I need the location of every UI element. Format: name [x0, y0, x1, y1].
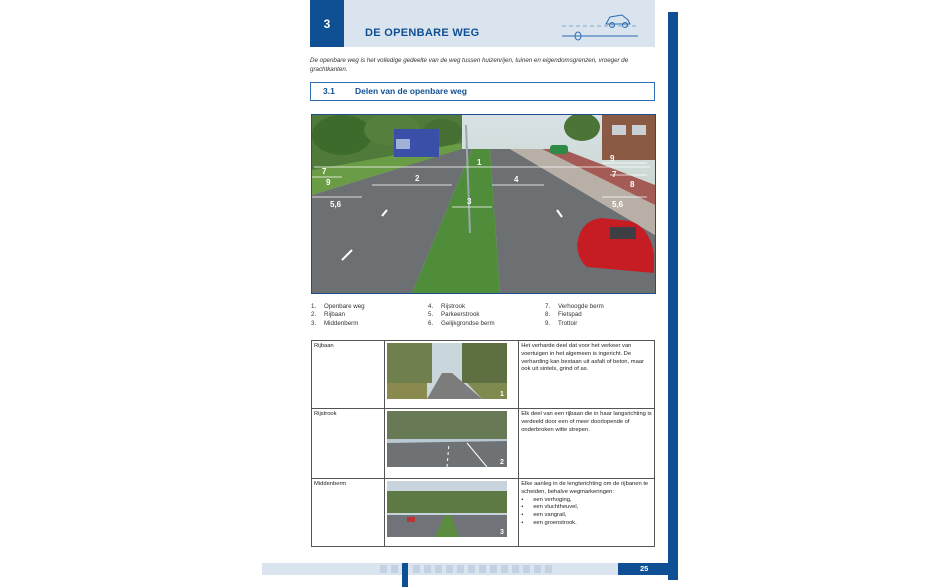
- photo-number: 2: [500, 459, 505, 466]
- legend-item: 6. Gelijkgrondse berm: [428, 319, 495, 327]
- page-tab: [501, 565, 508, 573]
- description-cell: Het verharde deel dat voor het verkeer van voertuigen in het algemeen is ingericht. De verharding kan bestaan uit asfalt of beton, maar ook uit sintels, grind of as.: [519, 341, 655, 409]
- legend-item: 3. Middenberm: [311, 319, 359, 327]
- description-cell: [519, 479, 655, 547]
- legend-column-2: [428, 303, 495, 328]
- legend-item: 8. Fietspad: [545, 311, 582, 319]
- page-tab: [512, 565, 519, 573]
- road-photo: [387, 343, 507, 399]
- diagram-label: 7: [612, 170, 617, 179]
- legend-item: 4. Rijstrook: [428, 303, 466, 310]
- diagram-label: 1: [477, 158, 482, 167]
- photo-cell: [385, 479, 519, 547]
- photo-cell: [385, 409, 519, 479]
- term-cell: Middenberm: [312, 479, 385, 547]
- table-row: [312, 409, 655, 479]
- page-edge-stripe: [668, 12, 678, 580]
- road-photo: [387, 411, 507, 467]
- legend-column-1: [311, 303, 365, 328]
- page-tab: [435, 565, 442, 573]
- page-tab: [424, 565, 431, 573]
- road-photo: [387, 481, 507, 537]
- photo-number: 1: [500, 391, 505, 398]
- page-tab: [391, 565, 398, 573]
- diagram-label: 3: [467, 197, 472, 206]
- diagram-label: 5,6: [612, 200, 624, 209]
- list-item: • een vangrail,: [521, 512, 652, 520]
- page-tab: [534, 565, 541, 573]
- page-tab: [468, 565, 475, 573]
- diagram-label: 8: [630, 180, 635, 189]
- definitions-table: [311, 340, 655, 547]
- legend-item: 1. Openbare weg: [311, 303, 365, 310]
- diagram-label: 9: [326, 178, 331, 187]
- legend-item: 5. Parkeerstrook: [428, 311, 480, 319]
- page-tab: [380, 565, 387, 573]
- diagram-label: 5,6: [330, 200, 342, 209]
- page-tab: [446, 565, 453, 573]
- page-tab: [413, 565, 420, 573]
- road-diagram-image: [311, 114, 656, 294]
- description-cell: Elk deel van een rijbaan die in haar langsrichting is verdeeld door een of meer doorlopende of onderbroken witte strepen.: [519, 409, 655, 479]
- term-cell: Rijstrook: [312, 409, 385, 479]
- page-number: 25: [640, 564, 649, 573]
- bullet-list: [521, 497, 652, 528]
- list-item: • een verhoging,: [521, 497, 652, 505]
- car-sketch-icon: [560, 8, 640, 42]
- legend-item: 9. Trottoir: [545, 319, 578, 327]
- page-tab: [523, 565, 530, 573]
- section-header: [310, 82, 655, 101]
- diagram-label: 4: [514, 175, 519, 184]
- page-tab: [479, 565, 486, 573]
- legend-column-3: [545, 303, 604, 328]
- table-row: [312, 479, 655, 547]
- diagram-label: 2: [415, 174, 420, 183]
- diagram-label: 9: [610, 154, 615, 163]
- photo-number: 3: [500, 529, 505, 536]
- legend-item: 7. Verhoogde berm: [545, 303, 604, 310]
- intro-text: De openbare weg is het volledige gedeelte van de weg tussen huizenrijen, tuinen en eigendomsgrenzen, vroeger de grachtkanten.: [310, 57, 629, 73]
- description-text: Elke aanleg in de lengterichting om de rijbanen te scheiden, behalve wegmarkeringen:: [521, 481, 649, 495]
- list-item: • een vluchtheuvel,: [521, 504, 652, 512]
- photo-cell: [385, 341, 519, 409]
- table-row: [312, 341, 655, 409]
- list-item: • een groenstrook.: [521, 520, 652, 528]
- page-tab: [490, 565, 497, 573]
- section-title: Delen van de openbare weg: [355, 86, 467, 96]
- chapter-number: 3: [310, 0, 344, 47]
- chapter-title: DE OPENBARE WEG: [365, 27, 480, 39]
- current-chapter-marker: [402, 563, 408, 587]
- page-tab: [457, 565, 464, 573]
- page-tab: [545, 565, 552, 573]
- diagram-label: 7: [322, 167, 327, 176]
- term-cell: Rijbaan: [312, 341, 385, 409]
- section-number: 3.1: [323, 86, 335, 96]
- legend-item: 2. Rijbaan: [311, 311, 345, 319]
